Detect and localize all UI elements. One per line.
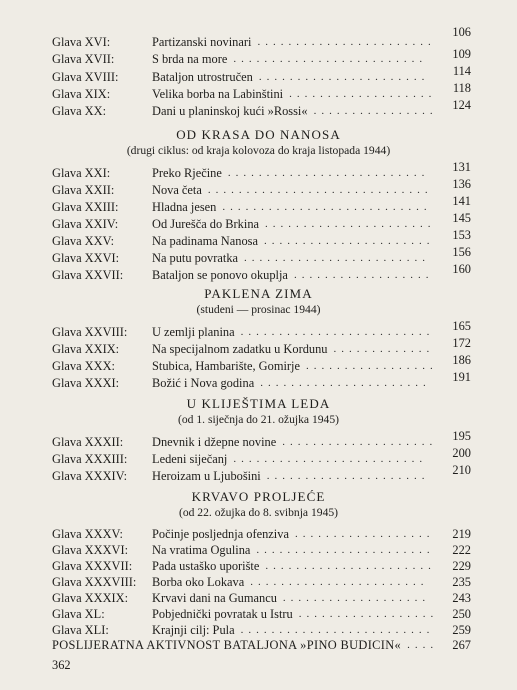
dot-leader: ....................	[282, 436, 438, 448]
chapter-number: Glava XX:	[52, 104, 107, 118]
chapter-title: Nova četa	[152, 183, 202, 197]
chapter-title: Borba oko Lokava	[152, 575, 245, 589]
page-number: 210	[452, 463, 471, 477]
chapter-number: Glava XL:	[52, 607, 105, 621]
chapter-number: Glava XXXVI:	[52, 543, 129, 557]
toc-entry-postwar	[0, 637, 517, 653]
toc-entry	[0, 353, 517, 374]
toc-entry	[0, 542, 517, 558]
dot-leader: ...................	[289, 88, 437, 100]
page-number: 136	[452, 177, 471, 191]
page-number: 145	[452, 211, 471, 225]
chapter-title: Krvavi dani na Gumancu	[152, 591, 277, 605]
dot-leader: ..........................	[227, 167, 430, 179]
page-number: 124	[452, 98, 471, 112]
toc-entry	[0, 245, 517, 266]
chapter-title: Pada ustaško uporište	[152, 559, 260, 573]
chapter-number: Glava XVII:	[52, 52, 115, 66]
dot-leader: .......................	[256, 544, 435, 556]
dot-leader: .........................	[233, 53, 428, 65]
toc-entry	[0, 98, 517, 119]
page-number: 229	[452, 559, 471, 573]
page-number: 141	[452, 194, 471, 208]
chapter-number: Glava XXVII:	[52, 268, 124, 282]
page-number: 200	[452, 446, 471, 460]
page-number: 243	[452, 591, 471, 605]
page-number: 250	[452, 607, 471, 621]
chapter-number: Glava XXVI:	[52, 251, 120, 265]
toc-entry	[0, 262, 517, 283]
section-subtitle: (od 22. ožujka do 8. svibnja 1945)	[178, 506, 339, 519]
page-number: 259	[452, 623, 471, 637]
chapter-title: Ledeni siječanj	[152, 452, 228, 466]
page-number: 267	[452, 638, 471, 652]
section-title: OD KRASA DO NANOSA	[176, 127, 341, 142]
chapter-number: Glava XLI:	[52, 623, 109, 637]
chapter-number: Glava XXX:	[52, 359, 115, 373]
chapter-number: Glava XXXIII:	[52, 452, 128, 466]
page-number: 109	[452, 47, 471, 61]
dot-leader: ......................	[265, 560, 436, 572]
dot-leader: ......................	[263, 235, 435, 247]
chapter-title: Na padinama Nanosa	[152, 234, 258, 248]
page-number: 153	[452, 228, 471, 242]
toc-entry	[0, 622, 517, 638]
chapter-number: Glava XXI:	[52, 166, 111, 180]
chapter-number: Glava XXIX:	[52, 342, 120, 356]
entry-title: POSLIJERATNA AKTIVNOST BATALJONA »PINO BUDICIN«	[52, 638, 402, 652]
page-number: 160	[452, 262, 471, 276]
toc-entry	[0, 177, 517, 198]
chapter-number: Glava XXXVII:	[52, 559, 133, 573]
section-subtitle: (od 1. siječnja do 21. ožujka 1945)	[178, 413, 339, 426]
dot-leader: .................	[305, 360, 438, 372]
toc-entry	[0, 590, 517, 606]
dot-leader: .........................	[240, 624, 435, 636]
toc-entry	[0, 370, 517, 391]
chapter-number: Glava XXXIV:	[52, 469, 128, 483]
toc-entry	[0, 211, 517, 232]
toc-entry	[0, 81, 517, 102]
page-number: 118	[452, 81, 471, 95]
section-title: U KLIJEŠTIMA LEDA	[186, 396, 331, 411]
dot-leader: ...................	[282, 592, 431, 604]
chapter-number: Glava XVIII:	[52, 70, 119, 84]
chapter-title: Hladna jesen	[152, 200, 217, 214]
toc-entry	[0, 64, 517, 85]
section-title: PAKLENA ZIMA	[204, 286, 313, 301]
dot-leader: ..................	[294, 528, 435, 540]
chapter-number: Glava XXXI:	[52, 376, 120, 390]
chapter-title: Bataljon se ponovo okuplja	[152, 268, 288, 282]
toc-entry	[0, 574, 517, 590]
chapter-number: Glava XXIII:	[52, 200, 119, 214]
chapter-title: Partizanski novinari	[152, 35, 252, 49]
chapter-title: Stubica, Hambarište, Gomirje	[152, 359, 300, 373]
chapter-number: Glava XXII:	[52, 183, 115, 197]
chapter-title: Na vratima Ogulina	[152, 543, 251, 557]
chapter-title: U zemlji planina	[152, 325, 235, 339]
chapter-number: Glava XIX:	[52, 87, 111, 101]
toc-entry	[0, 463, 517, 484]
chapter-title: Božić i Nova godina	[152, 376, 255, 390]
chapter-title: Pobjednički povratak u Istru	[152, 607, 293, 621]
dot-leader: ......................	[258, 71, 430, 83]
page-number: 219	[452, 527, 471, 541]
page-number: 172	[452, 336, 471, 350]
section-title: KRVAVO PROLJEĆE	[191, 489, 326, 504]
chapter-number: Glava XXXV:	[52, 527, 123, 541]
page-number: 191	[452, 370, 471, 384]
dot-leader: .........................	[240, 326, 435, 338]
chapter-title: Velika borba na Labinštini	[152, 87, 284, 101]
chapter-title: Počinje posljednja ofenziva	[152, 527, 289, 541]
dot-leader: ......................	[265, 218, 436, 230]
chapter-number: Glava XXXIX:	[52, 591, 129, 605]
page-number: 106	[452, 25, 471, 39]
page-number: 156	[452, 245, 471, 259]
dot-leader: .............................	[207, 184, 433, 196]
dot-leader: .......................	[250, 576, 429, 588]
toc-entry	[0, 606, 517, 622]
toc-entry	[0, 526, 517, 542]
page-number: 114	[452, 64, 471, 78]
dot-leader: ........................	[244, 252, 431, 264]
chapter-number: Glava XXV:	[52, 234, 115, 248]
chapter-title: Na putu povratka	[152, 251, 239, 265]
chapter-title: Na specijalnom zadatku u Kordunu	[152, 342, 328, 356]
dot-leader: ......................	[260, 377, 431, 389]
toc-entry	[0, 558, 517, 574]
chapter-title: Preko Rječine	[152, 166, 222, 180]
dot-leader: .......................	[257, 36, 436, 48]
toc-entry	[0, 25, 517, 50]
dot-leader: ...........................	[222, 201, 432, 213]
toc-entry	[0, 47, 517, 67]
dot-leader: .............	[333, 343, 435, 355]
toc-entry	[0, 446, 517, 467]
dot-leader: .....................	[266, 470, 430, 482]
toc-entry	[0, 336, 517, 357]
chapter-number: Glava XXXVIII:	[52, 575, 137, 589]
toc-entry	[0, 194, 517, 215]
page-number: 165	[452, 319, 471, 333]
dot-leader: ..................	[293, 269, 434, 281]
chapter-number: Glava XVI:	[52, 35, 111, 49]
chapter-title: Bataljon utrostručen	[152, 70, 253, 84]
dot-leader: ................	[313, 105, 438, 117]
toc-entry	[0, 228, 517, 249]
dot-leader: ..................	[298, 608, 439, 620]
page-number: 131	[452, 160, 471, 174]
page-number: 222	[452, 543, 471, 557]
section-subtitle: (drugi ciklus: od kraja kolovoza do kraja listopada 1944)	[126, 144, 391, 157]
chapter-number: Glava XXVIII:	[52, 325, 128, 339]
chapter-title: S brda na more	[152, 52, 228, 66]
chapter-title: Heroizam u Ljubošini	[152, 469, 261, 483]
toc-entry	[0, 319, 517, 340]
chapter-title: Dnevnik i džepne novine	[152, 435, 277, 449]
chapter-title: Od Jurešča do Brkina	[152, 217, 260, 231]
page-number: 235	[452, 575, 471, 589]
toc-entry	[0, 160, 517, 181]
page-number: 195	[452, 429, 471, 443]
page-number: 186	[452, 353, 471, 367]
toc-entry	[0, 429, 517, 450]
dot-leader: .........................	[233, 453, 428, 465]
section-subtitle: (studeni — prosinac 1944)	[196, 303, 321, 316]
folio-page-number: 362	[52, 658, 71, 672]
chapter-number: Glava XXIV:	[52, 217, 119, 231]
chapter-title: Dani u planinskoj kući »Rossi«	[152, 104, 308, 118]
chapter-number: Glava XXXII:	[52, 435, 124, 449]
chapter-title: Krajnji cilj: Pula	[152, 623, 235, 637]
dot-leader: ....	[407, 639, 439, 651]
